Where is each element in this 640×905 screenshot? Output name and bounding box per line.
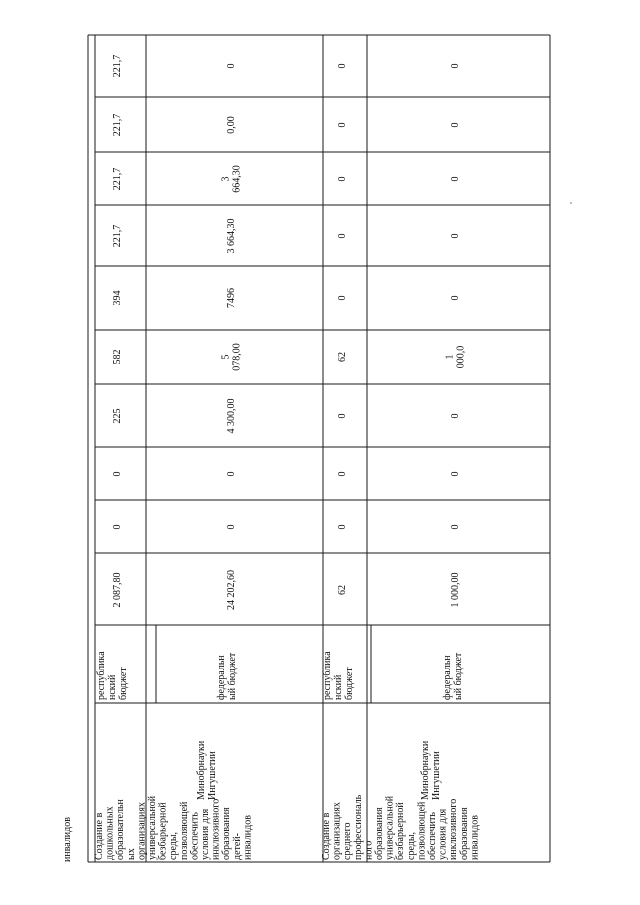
budget-value: 0 [226, 471, 237, 477]
activity-name-line: безбарьерной [395, 802, 407, 860]
activity-name-line: образования [221, 807, 233, 860]
budget-value: 0 [337, 176, 348, 182]
activity-name-line: инвалидов [469, 815, 481, 860]
activity-name-line: ного [363, 840, 375, 860]
budget-value: 0 [450, 471, 461, 477]
activity-name-line: организациях [136, 802, 148, 860]
funding-source-line: ый бюджет [227, 652, 238, 700]
budget-value: 582 [112, 349, 123, 365]
budget-value: 0,00 [226, 116, 237, 134]
activity-name-line: детей- [231, 832, 243, 860]
budget-value: 7496 [226, 288, 237, 308]
activity-name-line: профессиональ [352, 794, 364, 860]
activity-name-line: Создание в [321, 812, 332, 860]
activity-name-line: инвалидов [242, 815, 254, 860]
budget-value: 24 202,60 [226, 570, 237, 610]
budget-value: 000,0 [455, 345, 467, 369]
activity-name-line: условия для [200, 808, 211, 860]
budget-value: 3 [220, 176, 232, 182]
activity-name-line: ых [125, 848, 137, 860]
budget-value: 225 [112, 408, 123, 424]
budget-value: 0 [112, 471, 123, 477]
budget-value: 0 [337, 413, 348, 419]
activity-name-line: позволяющей [416, 801, 428, 860]
budget-value: 0 [337, 524, 348, 530]
funding-source-line: федеральн [216, 655, 227, 700]
funding-source-line: бюджет [118, 667, 129, 700]
budget-value: 0 [450, 176, 461, 182]
executor-line: Ингушетии [207, 751, 218, 800]
activity-name-line: среднего [342, 822, 354, 860]
scan-speck [570, 202, 572, 204]
budget-value: 221,7 [112, 54, 123, 78]
funding-source-line: бюджет [344, 667, 355, 700]
activity-name-line: универсальной [384, 795, 396, 860]
budget-value: 1 000,00 [450, 572, 461, 608]
budget-value: 62 [337, 585, 348, 595]
budget-value: 0 [112, 524, 123, 530]
budget-value: 394 [112, 290, 123, 306]
activity-name-line: организациях [331, 802, 343, 860]
funding-source-line: республика [322, 651, 333, 700]
activity-name-line: обеспечить [427, 812, 438, 860]
budget-value: 664,30 [231, 165, 243, 193]
budget-value: 0 [337, 63, 348, 69]
budget-value: 0 [226, 524, 237, 530]
budget-value: 3 664,30 [226, 218, 237, 254]
activity-name-line: Создание в [94, 812, 105, 860]
funding-source-line: ый бюджет [453, 652, 464, 700]
budget-value: 221,7 [112, 113, 123, 137]
funding-source-line: федеральн [442, 655, 453, 700]
activity-name-line: среды, [168, 831, 180, 860]
activity-name-line: универсальной [147, 795, 158, 860]
budget-value: 2 087,80 [112, 572, 123, 608]
activity-name-line: безбарьерной [157, 802, 169, 860]
budget-value: 4 300,00 [226, 398, 237, 434]
activity-name-line: образования [458, 807, 470, 860]
budget-value: 221,7 [112, 167, 123, 191]
activity-name-line: обеспечить [189, 812, 201, 860]
budget-value: 078,00 [231, 343, 243, 371]
funding-source-line: нский [333, 674, 344, 700]
budget-value: 0 [337, 122, 348, 128]
budget-value: 0 [337, 233, 348, 239]
activity-name-line: условия для [437, 808, 449, 860]
budget-value: 0 [450, 295, 461, 301]
budget-value: 62 [337, 352, 348, 362]
activity-name-line: позволяющей [178, 801, 190, 860]
budget-value: 0 [226, 63, 237, 69]
budget-value: 0 [450, 63, 461, 69]
budget-value: 0 [337, 295, 348, 301]
activity-name-line: среды, [405, 831, 417, 860]
header-cell-text: инвалидов [62, 817, 73, 862]
executor-line: Минобрнауки [196, 740, 207, 800]
budget-value: 0 [450, 233, 461, 239]
budget-value: 0 [450, 413, 461, 419]
budget-value: 0 [450, 524, 461, 530]
activity-name-line: инклюзивного [448, 798, 460, 860]
budget-value: 0 [450, 122, 461, 128]
budget-value: 1 [444, 354, 456, 360]
funding-source-line: нский [107, 674, 118, 700]
activity-name-line: инклюзивного [210, 798, 222, 860]
executor-line: Минобрнауки [420, 740, 431, 800]
budget-value: 0 [337, 471, 348, 477]
budget-value: 5 [220, 354, 232, 360]
activity-name-line: образовательн [115, 799, 127, 860]
funding-source-line: республика [96, 651, 107, 700]
budget-value: 221,7 [112, 224, 123, 248]
executor-line: Ингушетии [431, 751, 442, 800]
activity-name-line: образования [374, 807, 385, 860]
activity-name-line: дошкольных [104, 806, 116, 860]
